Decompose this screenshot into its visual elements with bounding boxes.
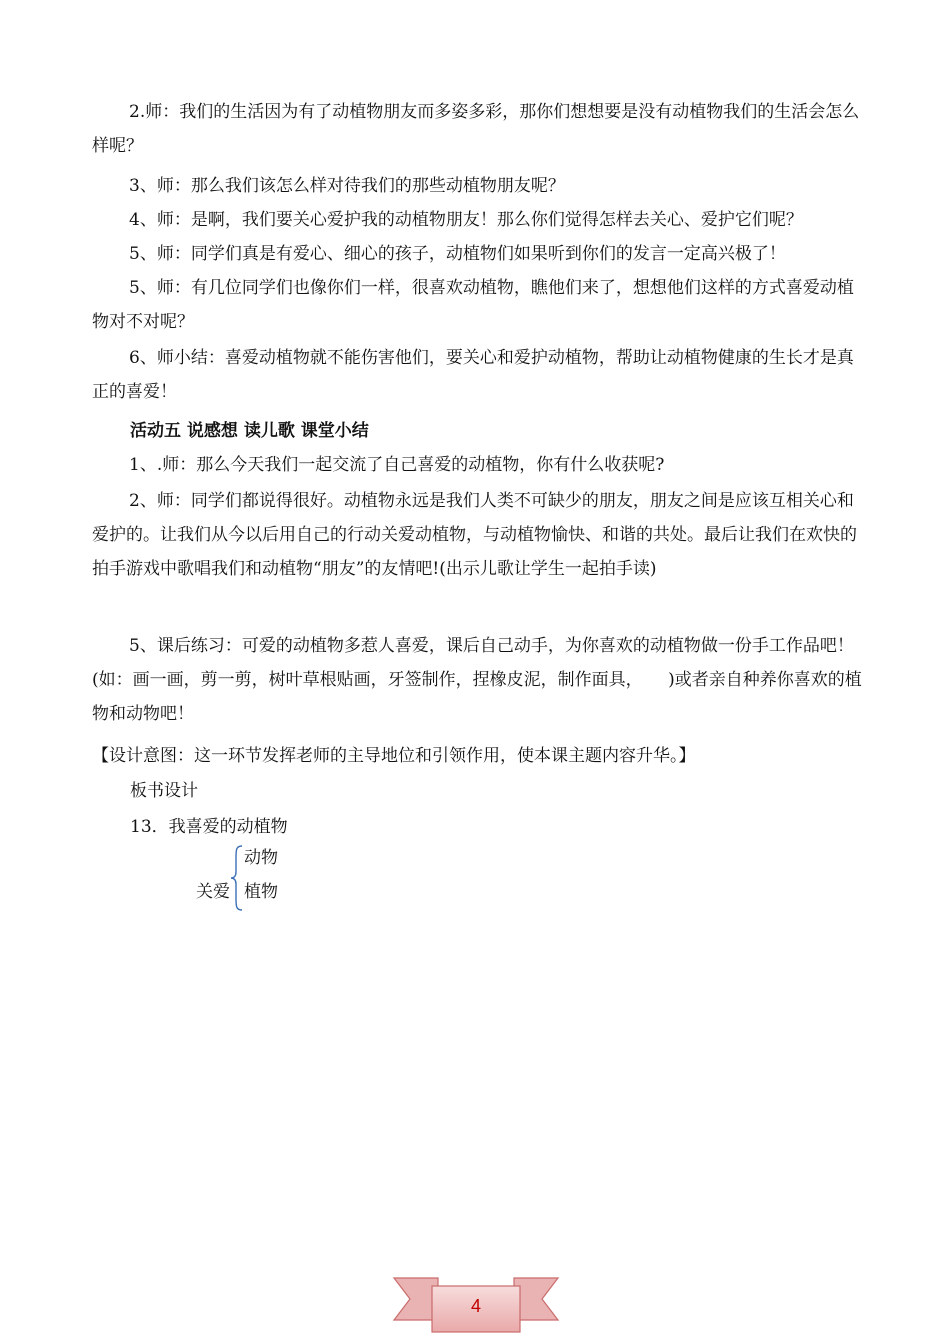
board-root-word: 关爱 <box>196 882 230 902</box>
activity-five-item-2: 2、师：同学们都说得很好。动植物永远是我们人类不可缺少的朋友，朋友之间是应该互相关心和爱护的。让我们从今以后用自己的行动关爱动植物，与动植物愉快、和谐的共处。最后让我们在欢快的拍手游戏中歌唱我们和动植物“朋友”的友情吧!(出示儿歌让学生一起拍手读) <box>92 491 857 579</box>
activity-five-item-homework: 5、课后练习：可爱的动植物多惹人喜爱，课后自己动手，为你喜欢的动植物做一份手工作品吧！(如：画一画，剪一剪，树叶草根贴画，牙签制作，捏橡皮泥，制作面具， )或者亲自种养你喜欢的植物和动物吧！ <box>92 636 862 724</box>
curly-brace-icon <box>230 844 244 912</box>
board-design-label: 板书设计 <box>130 781 198 801</box>
board-branch-plants: 植物 <box>244 882 278 902</box>
paragraph-teacher-5b: 5、师：有几位同学们也像你们一样，很喜欢动植物，瞧他们来了，想想他们这样的方式喜爱动植物对不对呢？ <box>92 278 854 332</box>
page-number-ribbon <box>392 1274 560 1336</box>
paragraph-teacher-2: 2.师：我们的生活因为有了动植物朋友而多姿多彩，那你们想想要是没有动植物我们的生活会怎么样呢？ <box>92 102 860 156</box>
paragraph-teacher-5a: 5、师：同学们真是有爱心、细心的孩子，动植物们如果听到你们的发言一定高兴极了！ <box>129 244 786 264</box>
paragraph-teacher-summary: 6、师小结：喜爱动植物就不能伤害他们，要关心和爱护动植物，帮助让动植物健康的生长才是真正的喜爱！ <box>92 348 854 402</box>
design-intent-note: 【设计意图：这一环节发挥老师的主导地位和引领作用，使本课主题内容升华。】 <box>92 746 696 766</box>
page-number: 4 <box>470 1296 481 1316</box>
board-title: 13．我喜爱的动植物 <box>130 817 288 837</box>
activity-five-heading: 活动五 说感想 读儿歌 课堂小结 <box>130 421 369 441</box>
paragraph-teacher-3: 3、师：那么我们该怎么样对待我们的那些动植物朋友呢？ <box>129 176 565 196</box>
board-branch-animals: 动物 <box>244 848 278 868</box>
board-diagram <box>196 842 316 914</box>
paragraph-teacher-4: 4、师：是啊，我们要关心爱护我的动植物朋友！那么你们觉得怎样去关心、爱护它们呢？ <box>129 210 803 230</box>
activity-five-item-1: 1、.师：那么今天我们一起交流了自己喜爱的动植物，你有什么收获呢? <box>129 455 665 475</box>
